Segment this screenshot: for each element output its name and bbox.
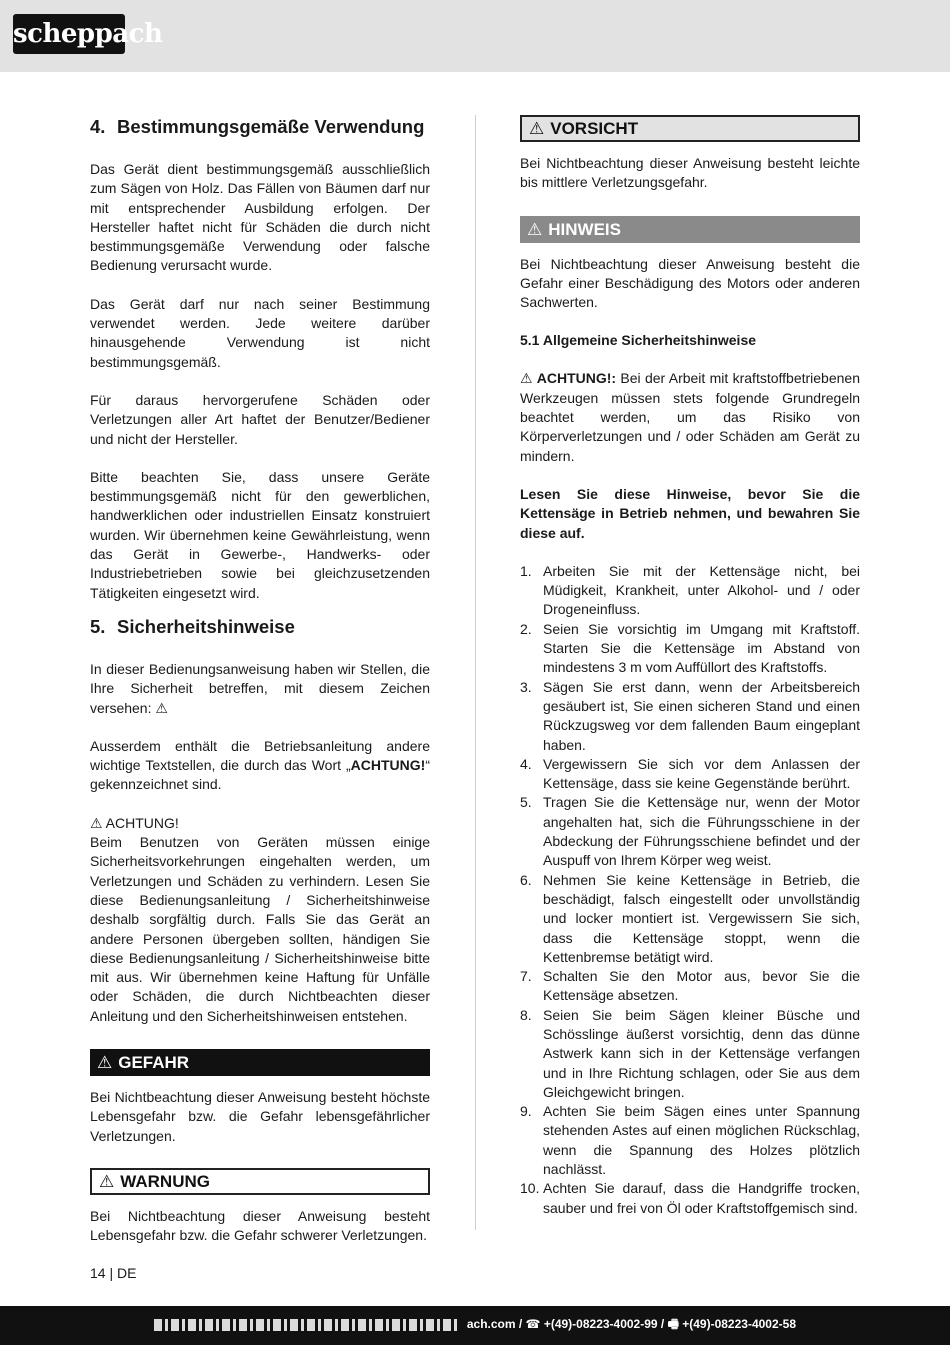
- section-5-number: 5.: [90, 615, 106, 637]
- text-run: Bei der Arbeit mit kraftstoffbetriebenen Werkzeugen müssen stets folgende Grundregeln beachtet werden, um das Risiko von Körperverletzungen und / oder Schäden am Gerät zu mindern.: [520, 370, 860, 464]
- section-5-heading: [90, 615, 430, 639]
- hinweis-box: [520, 216, 860, 243]
- warnung-box: [90, 1168, 430, 1195]
- section-4-number: 4.: [90, 116, 106, 137]
- warnung-text: Bei Nichtbeachtung dieser Anweisung besteht Lebensgefahr bzw. die Gefahr schwerer Verletzungen.: [90, 1207, 430, 1244]
- section-4-title: Bestimmungsgemäße Verwendung: [117, 116, 425, 137]
- list-item: [520, 1179, 860, 1218]
- paragraph: Für daraus hervorgerufene Schäden oder Verletzungen aller Art haftet der Benutzer/Bediener und nicht der Hersteller.: [90, 391, 430, 447]
- list-item-text: Arbeiten Sie mit der Kettensäge nicht, bei Müdigkeit, Krankheit, unter Alkohol- und / oder Drogeneinfluss.: [543, 562, 860, 618]
- page-number: 14 | DE: [90, 1265, 137, 1281]
- vorsicht-text: Bei Nichtbeachtung dieser Anweisung besteht leichte bis mittlere Verletzungsgefahr.: [520, 155, 860, 191]
- header-bar: [0, 0, 950, 72]
- list-item: [520, 871, 860, 967]
- list-item: [520, 678, 860, 755]
- safety-rules-list: [520, 562, 860, 1218]
- list-item-text: Seien Sie vorsichtig im Umgang mit Kraftstoff. Starten Sie die Kettensäge im Abstand von mindestens 3 m vom Auffüllort des Kraftstoffs.: [543, 620, 860, 676]
- list-item-text: Seien Sie beim Sägen kleiner Büsche und Schösslinge äußerst vorsichtig, denn das dünne Astwerk kann sich in der Kettensäge verfangen und in Ihre Richtung schlagen, oder Sie aus dem Gleichgewicht bringen.: [543, 1006, 860, 1100]
- right-column: [520, 115, 860, 1218]
- text-run: Ausserdem enthält die Betriebsanleitung andere wichtige Textstellen, die durch das Wort „: [90, 737, 430, 774]
- list-item-number: 8.: [520, 1006, 532, 1023]
- paragraph-text: Beim Benutzen von Geräten müssen einige Sicherheitsvorkehrungen eingehalten werden, um Verletzungen und Schäden zu verhindern. Lesen Sie diese Bedienungsanleitung / Sicherheitshinweise deshalb sorgfältig durch. Falls Sie das Gerät an andere Personen übergeben sollten, händigen Sie diese Bedienungsanleitung / Sicherheitshinweise bitte mit aus. Wir übernehmen keine Haftung für Unfälle oder Schäden, die durch Nichtbeachten dieser Anleitung und den Sicherheitshinweisen entstehen.: [90, 834, 430, 1024]
- list-item-number: 3.: [520, 678, 532, 695]
- footer-redacted-text: [154, 1319, 459, 1331]
- warning-triangle-icon: ⚠: [529, 119, 545, 138]
- paragraph: Das Gerät darf nur nach seiner Bestimmung verwendet werden. Jede weitere darüber hinausgehende Verwendung ist nicht bestimmungsgemäß.: [90, 295, 430, 370]
- list-item-number: 2.: [520, 620, 532, 637]
- list-item-number: 10.: [520, 1180, 540, 1197]
- section-4-heading: [90, 115, 430, 139]
- achtung-paragraph: [520, 369, 860, 465]
- list-item-text: Tragen Sie die Kettensäge nur, wenn der Motor angehalten hat, sich die Führungsschiene in der Abdeckung der Führungsschiene befindet und der Auspuff von Ihrem Körper weg weist.: [543, 794, 860, 869]
- list-item-number: 4.: [520, 755, 532, 772]
- list-item: [520, 793, 860, 870]
- left-column: [90, 115, 430, 1264]
- warnung-label: WARNUNG: [120, 1171, 210, 1191]
- list-item: [520, 1006, 860, 1102]
- paragraph: Das Gerät dient bestimmungsgemäß ausschließlich zum Sägen von Holz. Das Fällen von Bäumen darf nur mit entsprechender Ausbildung erfolgen. Der Hersteller haftet nicht für Schäden die durch nicht bestimmungsgemäße Verwendung oder falsche Bedienung verursacht wurde.: [90, 161, 430, 274]
- lesen-paragraph: Lesen Sie diese Hinweise, bevor Sie die Kettensäge in Betrieb nehmen, und bewahren Sie diese auf.: [520, 485, 860, 541]
- text-run: “ gekennzeichnet sind.: [90, 757, 430, 793]
- list-item-number: 7.: [520, 968, 532, 985]
- list-item-number: 5.: [520, 794, 532, 811]
- footer-bar: [0, 1306, 950, 1345]
- list-item: [520, 562, 860, 620]
- achtung-label: ⚠ ACHTUNG!: [90, 814, 179, 831]
- scheppach-logo: scheppach: [13, 14, 125, 54]
- footer-contact: ach.com / ☎ +(49)-08223-4002-99 / 🖷 +(49)-08223-4002-58: [466, 1317, 796, 1331]
- list-item-text: Achten Sie darauf, dass die Handgriffe trocken, sauber und frei von Öl oder Kraftstoffgemisch sind.: [543, 1180, 860, 1216]
- list-item-text: Sägen Sie erst dann, wenn der Arbeitsbereich gesäubert ist, Sie einen sicheren Stand und einen Rückzugsweg vor dem fallenden Baum eingeplant haben.: [543, 678, 860, 753]
- paragraph: In dieser Bedienungsanweisung haben wir Stellen, die Ihre Sicherheit betreffen, mit diesem Zeichen versehen: ⚠: [90, 660, 430, 716]
- warning-triangle-icon: ⚠: [99, 1171, 115, 1191]
- list-item: [520, 755, 860, 794]
- column-divider: [475, 115, 476, 1230]
- list-item-number: 9.: [520, 1103, 532, 1120]
- warning-triangle-icon: ⚠: [97, 1052, 113, 1072]
- gefahr-text: Bei Nichtbeachtung dieser Anweisung besteht höchste Lebensgefahr bzw. die Gefahr lebensgefährlicher Verletzungen.: [90, 1088, 430, 1144]
- achtung-label: ⚠ ACHTUNG!:: [520, 370, 617, 387]
- list-item-number: 6.: [520, 871, 532, 888]
- paragraph: Bitte beachten Sie, dass unsere Geräte bestimmungsgemäß nicht für den gewerblichen, handwerklichen oder industriellen Einsatz konstruiert wurden. Wir übernehmen keine Gewährleistung, wenn das Gerät in Gewerbe-, Handwerks- oder Industriebetrieben sowie bei gleichzusetzenden Tätigkeiten eingesetzt wird.: [90, 468, 430, 601]
- list-item-text: Nehmen Sie keine Kettensäge in Betrieb, die beschädigt, falsch eingestellt oder unvollständig und locker montiert ist. Vergewissern Sie sich, dass die Kettensäge stoppt, wenn die Kettenbremse betätigt wird.: [543, 871, 860, 965]
- vorsicht-label: VORSICHT: [550, 119, 639, 138]
- list-item: [520, 620, 860, 678]
- list-item-text: Vergewissern Sie sich vor dem Anlassen der Kettensäge, dass sie keine Gegenstände berührt.: [543, 755, 860, 792]
- warning-triangle-icon: ⚠: [527, 219, 543, 239]
- hinweis-label: HINWEIS: [548, 219, 621, 239]
- achtung-word: ACHTUNG!: [350, 757, 426, 774]
- paragraph: [90, 737, 430, 795]
- subsection-5-1-title: 5.1 Allgemeine Sicherheitshinweise: [520, 332, 757, 349]
- list-item-text: Achten Sie beim Sägen eines unter Spannung stehenden Astes auf einen möglichen Rückschlag, wenn die Spannung des Holzes plötzlich nachlässt.: [543, 1103, 860, 1178]
- section-5-title: Sicherheitshinweise: [117, 615, 295, 637]
- paragraph: [90, 814, 430, 1026]
- list-item: [520, 1102, 860, 1179]
- list-item-text: Schalten Sie den Motor aus, bevor Sie die Kettensäge absetzen.: [543, 968, 860, 1004]
- gefahr-label: GEFAHR: [118, 1052, 190, 1072]
- gefahr-box: [90, 1049, 430, 1076]
- list-item: [520, 967, 860, 1006]
- hinweis-text: Bei Nichtbeachtung dieser Anweisung besteht die Gefahr einer Beschädigung des Motors oder anderen Sachwerten.: [520, 255, 860, 311]
- list-item-number: 1.: [520, 562, 532, 579]
- vorsicht-box: [520, 115, 860, 142]
